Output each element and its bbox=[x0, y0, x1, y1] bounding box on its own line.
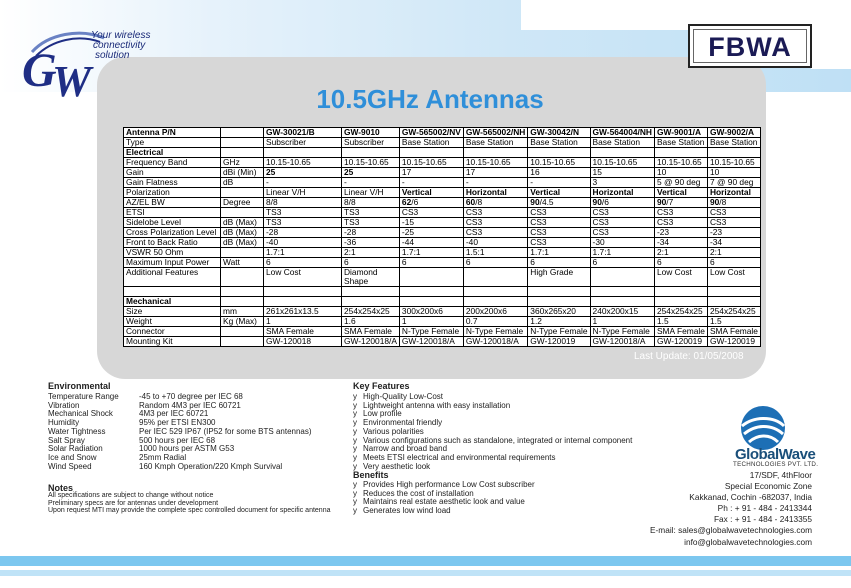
table-cell: dB bbox=[221, 178, 264, 188]
address-line: 17/SDF, 4thFloor bbox=[749, 470, 812, 480]
table-cell bbox=[221, 337, 264, 347]
table-cell: 6 bbox=[707, 258, 760, 268]
company-name: GlobalWave bbox=[735, 446, 816, 463]
table-cell: Low Cost bbox=[654, 268, 707, 287]
table-cell: Polarization bbox=[124, 188, 221, 198]
table-cell: ETSI bbox=[124, 208, 221, 218]
table-cell: 300x200x6 bbox=[399, 307, 463, 317]
table-cell: -25 bbox=[399, 228, 463, 238]
table-cell: 2:1 bbox=[707, 248, 760, 258]
table-row bbox=[124, 307, 761, 317]
table-section-row bbox=[124, 148, 761, 158]
environmental-value: Per IEC 529 IP67 (IP52 for some BTS antennas) bbox=[139, 426, 312, 436]
table-cell bbox=[590, 268, 654, 287]
table-cell bbox=[221, 268, 264, 287]
environmental-row bbox=[48, 463, 312, 472]
tagline-line: solution bbox=[95, 50, 130, 61]
table-cell: 1 bbox=[590, 317, 654, 327]
table-cell: CS3 bbox=[528, 238, 590, 248]
environmental-key: Temperature Range bbox=[48, 392, 119, 401]
bullet-marker: y bbox=[353, 435, 357, 445]
address-line: Kakkanad, Cochin -682037, India bbox=[689, 492, 812, 503]
bullet-item bbox=[353, 463, 632, 472]
table-row bbox=[124, 178, 761, 188]
table-cell: 6 bbox=[654, 258, 707, 268]
bullet-marker: y bbox=[353, 444, 357, 454]
table-cell bbox=[221, 138, 264, 148]
table-cell: 6 bbox=[399, 258, 463, 268]
bullet-text: High-Quality Low-Cost bbox=[363, 392, 444, 401]
table-cell: TS3 bbox=[264, 208, 342, 218]
bullet-text: Lightweight antenna with easy installation bbox=[363, 400, 511, 410]
table-cell: Base Station bbox=[590, 138, 654, 148]
table-cell: 1 bbox=[399, 317, 463, 327]
table-cell: TS3 bbox=[342, 208, 400, 218]
table-cell: 6 bbox=[342, 258, 400, 268]
table-cell: N-Type Female bbox=[399, 327, 463, 337]
table-row bbox=[124, 337, 761, 347]
table-cell: - bbox=[342, 178, 400, 188]
table-cell: 25 bbox=[342, 168, 400, 178]
table-cell: N-Type Female bbox=[463, 327, 527, 337]
key-features-heading: Key Features bbox=[353, 381, 410, 391]
table-cell: 10.15-10.65 bbox=[590, 158, 654, 168]
table-cell: CS3 bbox=[463, 228, 527, 238]
table-cell: TS3 bbox=[264, 218, 342, 228]
table-cell: -44 bbox=[399, 238, 463, 248]
table-cell: GW-120019 bbox=[707, 337, 760, 347]
environmental-key: Vibration bbox=[48, 400, 80, 410]
table-cell: - bbox=[399, 178, 463, 188]
environmental-list bbox=[48, 393, 312, 471]
table-cell: CS3 bbox=[654, 218, 707, 228]
table-cell: GW-9001/A bbox=[654, 128, 707, 138]
header-band-notch bbox=[811, 14, 851, 69]
table-cell bbox=[463, 268, 527, 287]
table-cell: Connector bbox=[124, 327, 221, 337]
table-cell: Degree bbox=[221, 198, 264, 208]
environmental-key: Wind Speed bbox=[48, 461, 92, 471]
table-cell: -23 bbox=[707, 228, 760, 238]
table-cell: 6 bbox=[463, 258, 527, 268]
table-cell: 0.7 bbox=[463, 317, 527, 327]
table-cell: Vertical bbox=[399, 188, 463, 198]
table-cell: 6 bbox=[528, 258, 590, 268]
table-cell: CS3 bbox=[654, 208, 707, 218]
table-row bbox=[124, 138, 761, 148]
address-line: Ph : + 91 - 484 - 2413344 bbox=[717, 503, 812, 514]
bullet-text: Meets ETSI electrical and environmental requirements bbox=[363, 452, 556, 462]
key-features-list bbox=[353, 393, 632, 471]
table-cell: Antenna P/N bbox=[124, 128, 221, 138]
table-cell: CS3 bbox=[707, 218, 760, 228]
table-cell: GW-120018/A bbox=[399, 337, 463, 347]
note-line: Upon request MTI may provide the complete spec controlled document for specific antenna bbox=[48, 507, 331, 515]
table-cell: Vertical bbox=[654, 188, 707, 198]
table-cell: N-Type Female bbox=[590, 327, 654, 337]
bullet-marker: y bbox=[353, 426, 357, 436]
table-cell: VSWR 50 Ohm bbox=[124, 248, 221, 258]
table-cell: - bbox=[463, 178, 527, 188]
environmental-value: -45 to +70 degree per IEC 68 bbox=[139, 392, 243, 401]
table-cell: 360x265x20 bbox=[528, 307, 590, 317]
table-cell: 90/6 bbox=[590, 198, 654, 208]
table-cell: 10.15-10.65 bbox=[654, 158, 707, 168]
table-cell: GW-9010 bbox=[342, 128, 400, 138]
table-cell: - bbox=[528, 178, 590, 188]
table-cell: 90/4.5 bbox=[528, 198, 590, 208]
table-cell: -28 bbox=[264, 228, 342, 238]
benefits-list bbox=[353, 481, 535, 516]
table-cell: dB (Max) bbox=[221, 238, 264, 248]
table-cell: SMA Female bbox=[342, 327, 400, 337]
table-cell: Base Station bbox=[654, 138, 707, 148]
table-cell: CS3 bbox=[528, 208, 590, 218]
table-cell: mm bbox=[221, 307, 264, 317]
table-cell: Kg (Max) bbox=[221, 317, 264, 327]
table-cell: 60/8 bbox=[463, 198, 527, 208]
environmental-key: Salt Spray bbox=[48, 435, 85, 445]
table-cell: 1.7:1 bbox=[528, 248, 590, 258]
environmental-key: Mechanical Shock bbox=[48, 409, 113, 419]
bullet-text: Environmental friendly bbox=[363, 418, 443, 428]
bullet-text: Low profile bbox=[363, 409, 402, 419]
tagline-line: Your wireless bbox=[91, 30, 151, 41]
environmental-key: Solar Radiation bbox=[48, 444, 103, 454]
bullet-text: Various polarities bbox=[363, 426, 424, 436]
table-cell: GW-120019 bbox=[528, 337, 590, 347]
table-cell: SMA Female bbox=[707, 327, 760, 337]
table-cell bbox=[399, 268, 463, 287]
table-cell: 15 bbox=[590, 168, 654, 178]
table-cell: -15 bbox=[399, 218, 463, 228]
table-cell: 10.15-10.65 bbox=[399, 158, 463, 168]
table-cell: CS3 bbox=[590, 228, 654, 238]
fbwa-label: FBWA bbox=[708, 32, 792, 62]
bullet-marker: y bbox=[353, 461, 357, 471]
bullet-marker: y bbox=[353, 452, 357, 462]
environmental-heading: Environmental bbox=[48, 381, 111, 391]
environmental-value: 95% per ETSI EN300 bbox=[139, 418, 216, 428]
table-cell: GW-120018/A bbox=[590, 337, 654, 347]
table-cell bbox=[221, 128, 264, 138]
table-cell: Frequency Band bbox=[124, 158, 221, 168]
table-cell: 17 bbox=[463, 168, 527, 178]
table-cell: Subscriber bbox=[342, 138, 400, 148]
table-cell: 8/8 bbox=[342, 198, 400, 208]
address-line: info@globalwavetechnologies.com bbox=[684, 536, 812, 547]
bullet-text: Narrow and broad band bbox=[363, 444, 448, 454]
table-cell: 1.5:1 bbox=[463, 248, 527, 258]
table-row bbox=[124, 317, 761, 327]
table-cell: High Grade bbox=[528, 268, 590, 287]
table-cell: 3 bbox=[590, 178, 654, 188]
table-cell: GW-30021/B bbox=[264, 128, 342, 138]
table-cell: CS3 bbox=[399, 208, 463, 218]
table-cell: 10.15-10.65 bbox=[528, 158, 590, 168]
table-cell: GW-30042/N bbox=[528, 128, 590, 138]
table-cell: GHz bbox=[221, 158, 264, 168]
table-cell: 16 bbox=[528, 168, 590, 178]
environmental-value: 500 hours per IEC 68 bbox=[139, 435, 216, 445]
table-row bbox=[124, 258, 761, 268]
table-cell: 240x200x15 bbox=[590, 307, 654, 317]
table-cell: CS3 bbox=[528, 228, 590, 238]
table-section-row bbox=[124, 297, 761, 307]
table-cell: Front to Back Ratio bbox=[124, 238, 221, 248]
bullet-marker: y bbox=[353, 506, 357, 516]
fbwa-badge bbox=[688, 24, 812, 68]
table-cell: Linear V/H bbox=[342, 188, 400, 198]
table-cell: Sidelobe Level bbox=[124, 218, 221, 228]
table-cell: Horizontal bbox=[707, 188, 760, 198]
table-cell: Cross Polarization Level bbox=[124, 228, 221, 238]
address-line: Fax : + 91 - 484 - 2413355 bbox=[713, 514, 812, 525]
table-cell: GW-120018/A bbox=[463, 337, 527, 347]
table-cell: 1.6 bbox=[342, 317, 400, 327]
table-cell: 10 bbox=[654, 168, 707, 178]
table-cell bbox=[221, 188, 264, 198]
table-cell: 1.5 bbox=[654, 317, 707, 327]
bullet-text: Generates low wind load bbox=[363, 506, 451, 516]
table-cell: 6 bbox=[590, 258, 654, 268]
table-cell: Diamond Shape bbox=[342, 268, 400, 287]
address-line: Special Economic Zone bbox=[724, 481, 812, 492]
table-cell: 200x200x6 bbox=[463, 307, 527, 317]
table-cell: Linear V/H bbox=[264, 188, 342, 198]
bullet-text: Very aesthetic look bbox=[363, 461, 431, 471]
svg-text:W: W bbox=[52, 57, 92, 104]
table-spacer-row bbox=[124, 287, 761, 297]
bullet-marker: y bbox=[353, 480, 357, 489]
table-cell: 1 bbox=[264, 317, 342, 327]
table-row bbox=[124, 188, 761, 198]
last-update: Last Update: 01/05/2008 bbox=[634, 351, 744, 362]
table-row bbox=[124, 228, 761, 238]
table-cell: 6 bbox=[264, 258, 342, 268]
bullet-marker: y bbox=[353, 418, 357, 428]
table-cell: CS3 bbox=[707, 208, 760, 218]
bullet-marker: y bbox=[353, 400, 357, 410]
table-cell bbox=[221, 327, 264, 337]
table-cell: Type bbox=[124, 138, 221, 148]
svg-text:G: G bbox=[22, 44, 57, 97]
benefits-heading: Benefits bbox=[353, 470, 389, 480]
table-cell: Subscriber bbox=[264, 138, 342, 148]
table-cell: CS3 bbox=[463, 208, 527, 218]
table-cell: -23 bbox=[654, 228, 707, 238]
table-cell: Additional Features bbox=[124, 268, 221, 287]
table-cell: Base Station bbox=[399, 138, 463, 148]
table-row bbox=[124, 248, 761, 258]
bullet-text: Reduces the cost of installation bbox=[363, 488, 474, 498]
table-row bbox=[124, 208, 761, 218]
table-cell: SMA Female bbox=[654, 327, 707, 337]
table-cell: 1.2 bbox=[528, 317, 590, 327]
page-title: 10.5GHz Antennas bbox=[316, 84, 544, 114]
table-cell: CS3 bbox=[590, 218, 654, 228]
table-cell: Low Cost bbox=[707, 268, 760, 287]
bullet-item bbox=[353, 507, 535, 516]
environmental-key: Ice and Snow bbox=[48, 452, 97, 462]
bullet-marker: y bbox=[353, 409, 357, 419]
table-cell: -34 bbox=[654, 238, 707, 248]
table-cell: 5 @ 90 deg bbox=[654, 178, 707, 188]
environmental-value: 25mm Radial bbox=[139, 452, 187, 462]
table-cell: -40 bbox=[264, 238, 342, 248]
table-cell: 254x254x25 bbox=[707, 307, 760, 317]
table-cell: Base Station bbox=[463, 138, 527, 148]
environmental-value: 1000 hours per ASTM G53 bbox=[139, 444, 235, 454]
table-cell: N-Type Female bbox=[528, 327, 590, 337]
table-cell: GW-9002/A bbox=[707, 128, 760, 138]
table-cell: 7 @ 90 deg bbox=[707, 178, 760, 188]
table-cell: 254x254x25 bbox=[342, 307, 400, 317]
table-cell: 1.7:1 bbox=[590, 248, 654, 258]
table-cell: 10.15-10.65 bbox=[264, 158, 342, 168]
table-cell: Vertical bbox=[528, 188, 590, 198]
table-cell: GW-564004/NH bbox=[590, 128, 654, 138]
table-cell: Weight bbox=[124, 317, 221, 327]
address-line: E-mail: sales@globalwavetechnologies.com bbox=[650, 525, 812, 536]
table-cell: dBi (Min) bbox=[221, 168, 264, 178]
table-cell: AZ/EL BW bbox=[124, 198, 221, 208]
table-cell: Gain Flatness bbox=[124, 178, 221, 188]
table-row bbox=[124, 198, 761, 208]
environmental-value: 160 Kmph Operation/220 Kmph Survival bbox=[139, 461, 283, 471]
brand-tagline bbox=[91, 31, 150, 61]
table-cell bbox=[221, 208, 264, 218]
table-cell: -30 bbox=[590, 238, 654, 248]
table-cell: Horizontal bbox=[590, 188, 654, 198]
table-cell: 10 bbox=[707, 168, 760, 178]
table-cell: 261x261x13.5 bbox=[264, 307, 342, 317]
table-cell: Horizontal bbox=[463, 188, 527, 198]
table-cell: CS3 bbox=[528, 218, 590, 228]
table-cell: -34 bbox=[707, 238, 760, 248]
table-header-row bbox=[124, 128, 761, 138]
table-cell: Base Station bbox=[707, 138, 760, 148]
table-cell: dB (Max) bbox=[221, 218, 264, 228]
table-cell: Mounting Kit bbox=[124, 337, 221, 347]
bullet-marker: y bbox=[353, 497, 357, 507]
table-row bbox=[124, 158, 761, 168]
table-cell: dB (Max) bbox=[221, 228, 264, 238]
note-line: Preliminary specs are for antennas under development bbox=[48, 499, 219, 507]
table-row bbox=[124, 218, 761, 228]
table-cell: 8/8 bbox=[264, 198, 342, 208]
notes-list bbox=[48, 492, 330, 515]
table-cell: 10.15-10.65 bbox=[463, 158, 527, 168]
table-cell: 62/6 bbox=[399, 198, 463, 208]
table-cell: 2:1 bbox=[654, 248, 707, 258]
table-cell: Size bbox=[124, 307, 221, 317]
table-cell: -36 bbox=[342, 238, 400, 248]
table-cell: GW-120018/A bbox=[342, 337, 400, 347]
bullet-text: Maintains real estate aesthetic look and value bbox=[363, 497, 525, 507]
environmental-value: 4M3 per IEC 60721 bbox=[139, 409, 209, 419]
bullet-text: Provides High performance Low Cost subscriber bbox=[363, 480, 535, 489]
table-cell: Maximum Input Power bbox=[124, 258, 221, 268]
table-cell: 1.7:1 bbox=[399, 248, 463, 258]
table-cell: GW-565002/NV bbox=[399, 128, 463, 138]
bullet-text: Various configurations such as standalone, integrated or internal component bbox=[363, 435, 633, 445]
table-row bbox=[124, 168, 761, 178]
table-cell: - bbox=[264, 178, 342, 188]
table-cell: Low Cost bbox=[264, 268, 342, 287]
tagline-line: connectivity bbox=[93, 40, 146, 51]
table-row bbox=[124, 268, 761, 287]
table-cell: GW-120019 bbox=[654, 337, 707, 347]
table-cell: 1.7:1 bbox=[264, 248, 342, 258]
table-cell: -28 bbox=[342, 228, 400, 238]
table-cell: -40 bbox=[463, 238, 527, 248]
table-cell: 2:1 bbox=[342, 248, 400, 258]
table-cell: CS3 bbox=[590, 208, 654, 218]
table-cell: CS3 bbox=[463, 218, 527, 228]
footer-band-light bbox=[0, 570, 851, 576]
spec-table bbox=[123, 127, 761, 347]
table-cell: 25 bbox=[264, 168, 342, 178]
table-cell: 254x254x25 bbox=[654, 307, 707, 317]
note-line: All specifications are subject to change without notice bbox=[48, 492, 214, 499]
footer-band bbox=[0, 556, 851, 566]
table-cell: GW-120018 bbox=[264, 337, 342, 347]
bullet-marker: y bbox=[353, 488, 357, 498]
notes-heading: Notes bbox=[48, 483, 74, 493]
table-row bbox=[124, 327, 761, 337]
environmental-key: Water Tightness bbox=[48, 426, 106, 436]
company-subtitle: TECHNOLOGIES PVT. LTD. bbox=[733, 461, 819, 468]
table-section-label: Mechanical bbox=[124, 297, 221, 307]
table-row bbox=[124, 238, 761, 248]
environmental-value: Random 4M3 per IEC 60721 bbox=[139, 400, 241, 410]
table-section-label: Electrical bbox=[124, 148, 221, 158]
table-cell: 10.15-10.65 bbox=[342, 158, 400, 168]
table-cell: 1.5 bbox=[707, 317, 760, 327]
table-cell: 90/8 bbox=[707, 198, 760, 208]
bullet-marker: y bbox=[353, 392, 357, 401]
table-cell: Base Station bbox=[528, 138, 590, 148]
company-address bbox=[600, 470, 812, 548]
table-cell: 90/7 bbox=[654, 198, 707, 208]
table-cell: GW-565002/NH bbox=[463, 128, 527, 138]
table-cell: 10.15-10.65 bbox=[707, 158, 760, 168]
table-cell: 17 bbox=[399, 168, 463, 178]
table-cell: TS3 bbox=[342, 218, 400, 228]
environmental-key: Humidity bbox=[48, 418, 80, 428]
table-cell: Gain bbox=[124, 168, 221, 178]
table-cell: Watt bbox=[221, 258, 264, 268]
table-cell bbox=[221, 248, 264, 258]
table-cell: SMA Female bbox=[264, 327, 342, 337]
